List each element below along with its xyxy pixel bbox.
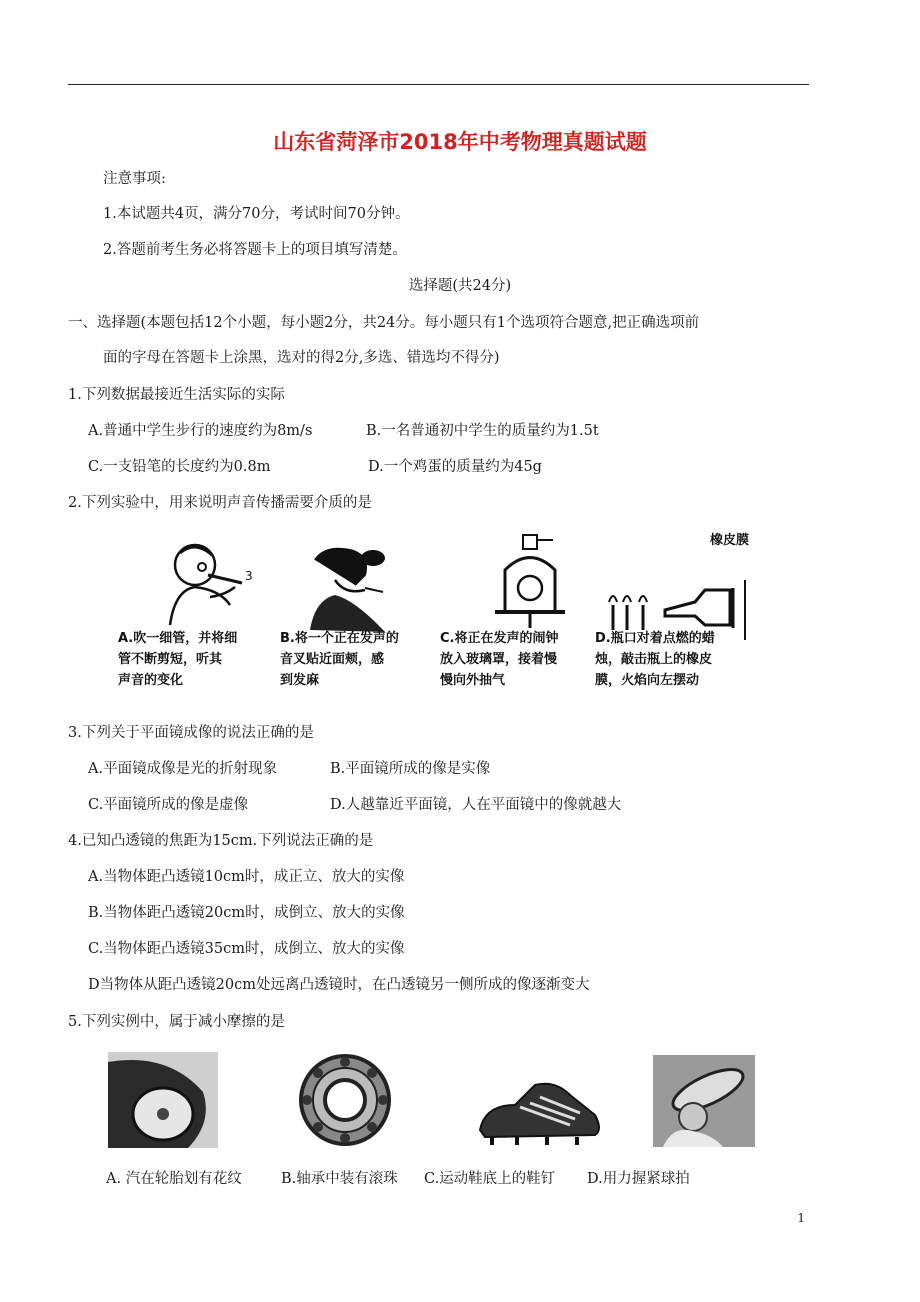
notice-item: 1.本试题共4页，满分70分，考试时间70分钟。 [103,206,410,222]
membrane-label: 橡皮膜 [710,533,750,548]
svg-text:3: 3 [245,569,253,583]
question-stem: 5.下列实例中，属于减小摩擦的是 [68,1014,285,1030]
question-stem: 1.下列数据最接近生活实际的实际 [68,387,285,403]
figure-d-illustration [595,550,765,640]
notice-heading: 注意事项: [103,171,166,187]
caption-b: B.将一个正在发声的 音叉贴近面颊，感 到发麻 [280,631,399,688]
caption-a: A.吹一细管，并将细 管不断剪短，听其 声音的变化 [118,631,238,688]
option-d: D当物体从距凸透镜20cm处远离凸透镜时，在凸透镜另一侧所成的像逐渐变大 [88,977,590,993]
figure-b-illustration [295,540,415,640]
page-number: 1 [797,1211,805,1225]
option-b: B.一名普通初中学生的质量约为1.5t [366,423,599,439]
page-title: 山东省菏泽市2018年中考物理真题试题 [273,130,647,154]
option-a: A.普通中学生步行的速度约为8m/s [88,423,313,439]
instructions-line: 面的字母在答题卡上涂黑，选对的得2分,多选、错选均不得分) [103,350,500,366]
option-d: D.一个鸡蛋的质量约为45g [368,459,542,475]
section-title: 选择题(共24分) [408,278,512,294]
option-c: C.当物体距凸透镜35cm时，成倒立、放大的实像 [88,941,405,957]
shoe-image [475,1075,605,1150]
header-rule [68,84,809,85]
option-a: A. 汽在轮胎划有花纹 [106,1171,242,1187]
question-stem: 4.已知凸透镜的焦距为15cm.下列说法正确的是 [68,833,374,849]
racket-image [653,1055,755,1147]
question-stem: 3.下列关于平面镜成像的说法正确的是 [68,725,314,741]
option-b: B.轴承中装有滚珠 [281,1171,398,1187]
bearing-image [295,1050,395,1150]
experiment-figure [110,530,760,710]
notice-item: 2.答题前考生务必将答题卡上的项目填写清楚。 [103,242,407,258]
option-b: B.当物体距凸透镜20cm时，成倒立、放大的实像 [88,905,405,921]
option-a: A.当物体距凸透镜10cm时，成正立、放大的实像 [88,869,405,885]
option-a: A.平面镜成像是光的折射现象 [88,761,278,777]
caption-c: C.将正在发声的闹钟 放入玻璃罩，接着慢 慢向外抽气 [440,631,559,688]
figure-c-illustration [485,530,575,640]
option-b: B.平面镜所成的像是实像 [330,761,491,777]
option-d: D.人越靠近平面镜，人在平面镜中的像就越大 [330,797,622,813]
option-c: C.一支铅笔的长度约为0.8m [88,459,271,475]
instructions-line: 一、选择题(本题包括12个小题，每小题2分，共24分。每小题只有1个选项符合题意,把正确选项前 [68,315,700,331]
tire-image [108,1052,218,1148]
option-d: D.用力握紧球拍 [587,1171,690,1187]
option-c: C.运动鞋底上的鞋钉 [424,1171,556,1187]
option-c: C.平面镜所成的像是虚像 [88,797,249,813]
question-stem: 2.下列实验中，用来说明声音传播需要介质的是 [68,495,372,511]
caption-d: D.瓶口对着点燃的蜡 烛，敲击瓶上的橡皮 膜，火焰向左摆动 [595,631,715,688]
